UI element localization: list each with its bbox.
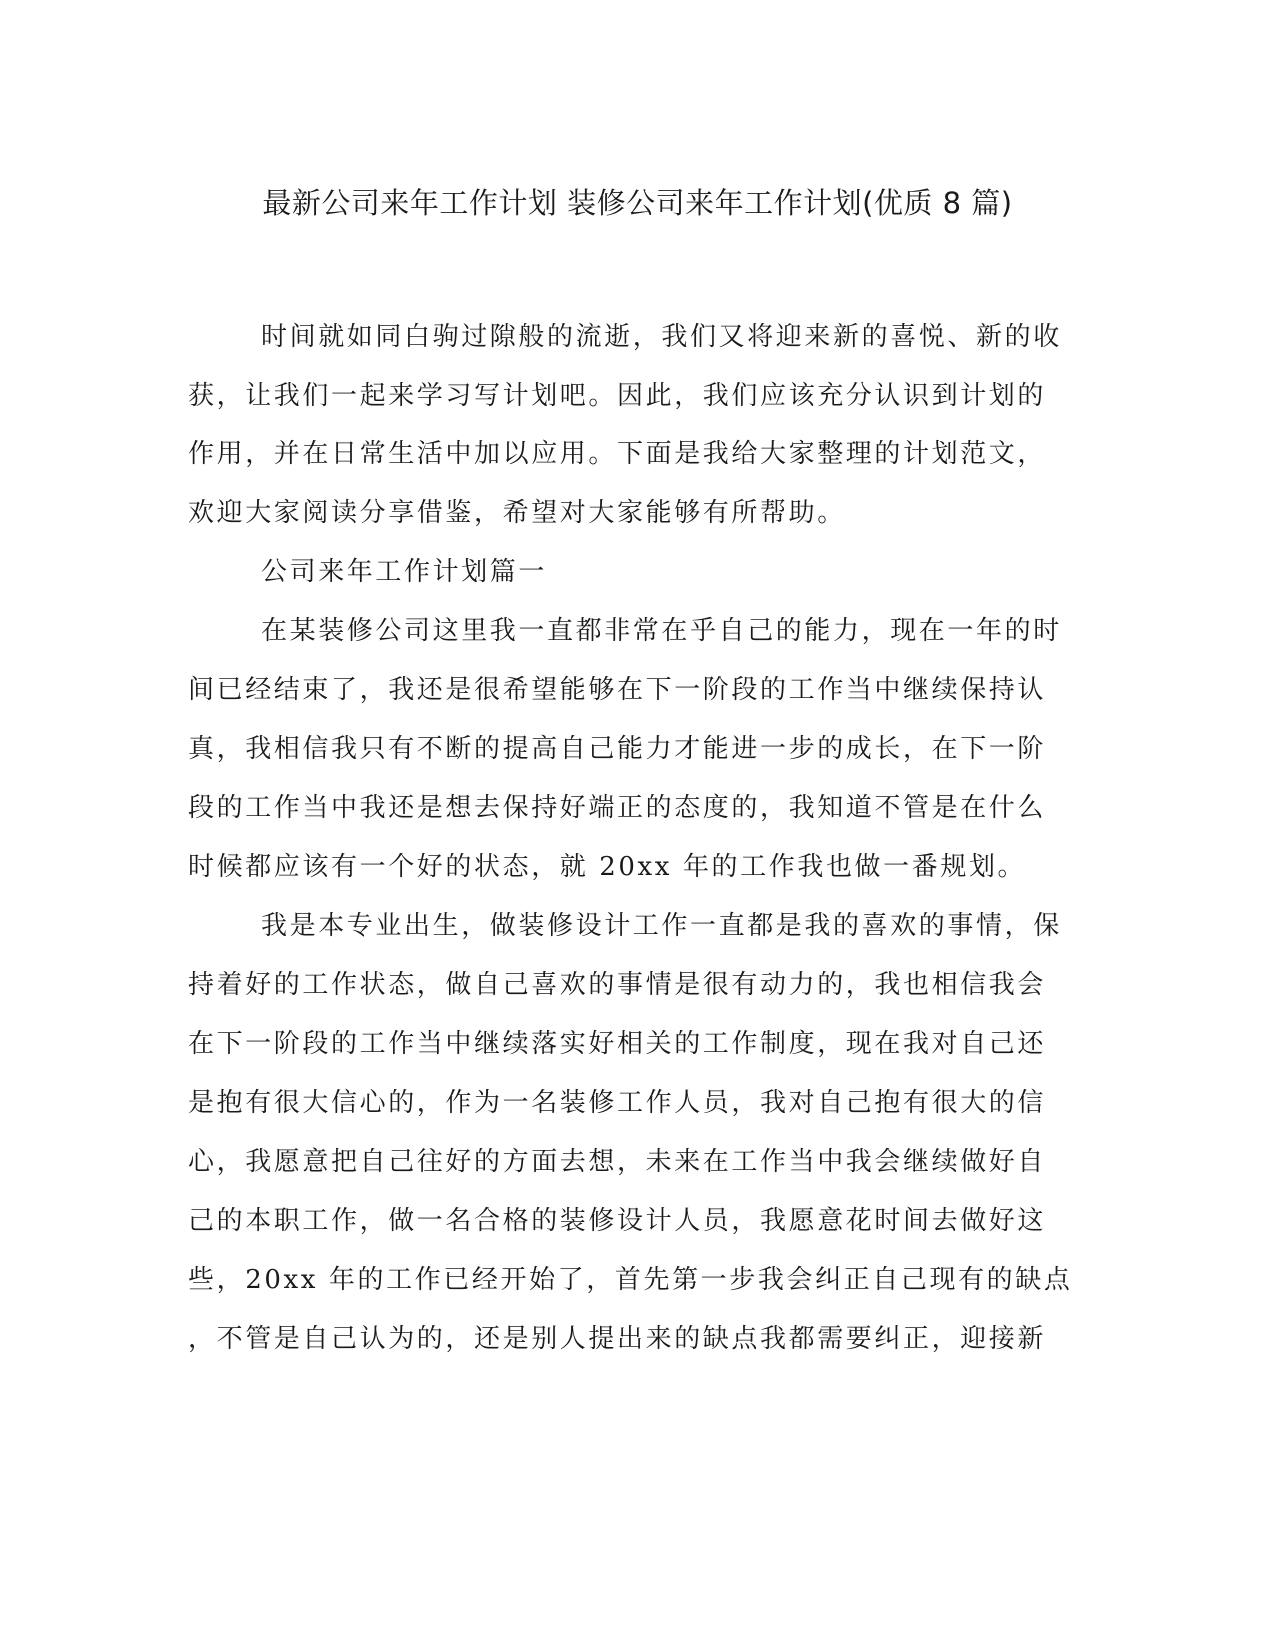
text-line: 段的工作当中我还是想去保持好端正的态度的，我知道不管是在什么 [188,793,1047,823]
text-line: 欢迎大家阅读分享借鉴，希望对大家能够有所帮助。 [188,498,846,528]
text-line: 心，我愿意把自己往好的方面去想，未来在工作当中我会继续做好自 [188,1147,1047,1177]
text-line: 在某装修公司这里我一直都非常在乎自己的能力，现在一年的时 [261,616,1062,646]
text-line: 真，我相信我只有不断的提高自己能力才能进一步的成长，在下一阶 [188,734,1047,764]
text-line: 时候都应该有一个好的状态，就 20xx 年的工作我也做一番规划。 [188,852,1027,882]
text-line: 时间就如同白驹过隙般的流逝，我们又将迎来新的喜悦、新的收 [261,322,1062,352]
text-line: 我是本专业出生，做装修设计工作一直都是我的喜欢的事情，保 [261,911,1062,941]
text-line: 是抱有很大信心的，作为一名装修工作人员，我对自己抱有很大的信 [188,1088,1047,1118]
text-line: 些，20xx 年的工作已经开始了，首先第一步我会纠正自己现有的缺点 [188,1265,1073,1295]
text-line: 持着好的工作状态，做自己喜欢的事情是很有动力的，我也相信我会 [188,970,1047,1000]
document-title: 最新公司来年工作计划 装修公司来年工作计划(优质 8 篇) [262,186,1013,220]
text-line: 作用，并在日常生活中加以应用。下面是我给大家整理的计划范文， [188,439,1047,469]
section-heading: 公司来年工作计划篇一 [261,557,548,587]
text-line: ，不管是自己认为的，还是别人提出来的缺点我都需要纠正，迎接新 [188,1324,1047,1354]
text-line: 己的本职工作，做一名合格的装修设计人员，我愿意花时间去做好这 [188,1206,1047,1236]
text-line: 在下一阶段的工作当中继续落实好相关的工作制度，现在我对自己还 [188,1029,1047,1059]
text-line: 间已经结束了，我还是很希望能够在下一阶段的工作当中继续保持认 [188,675,1047,705]
text-line: 获，让我们一起来学习写计划吧。因此，我们应该充分认识到计划的 [188,381,1047,411]
